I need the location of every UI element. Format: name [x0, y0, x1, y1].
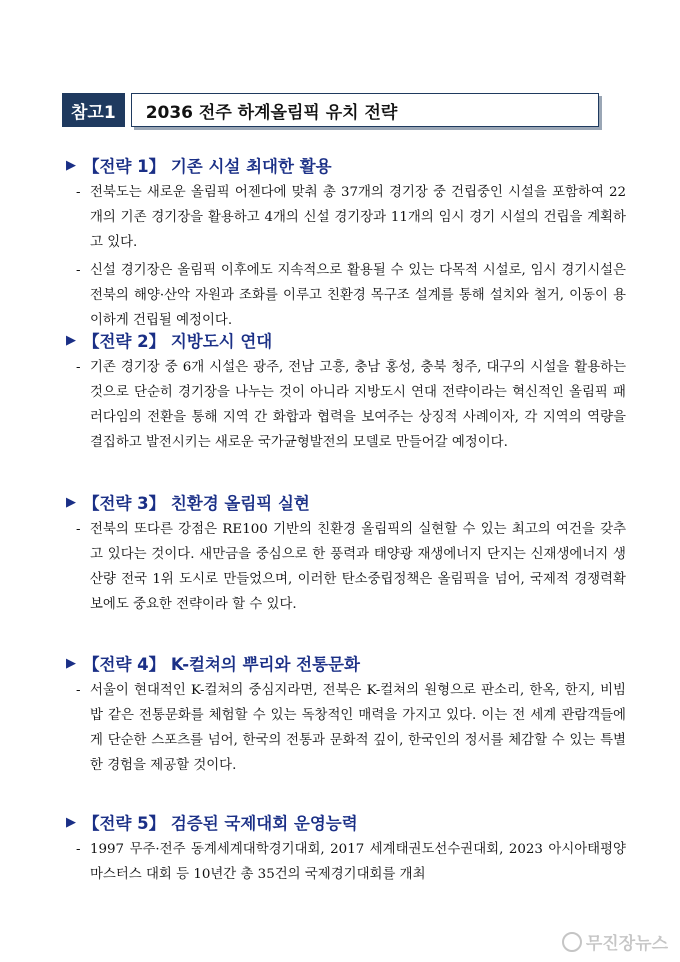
- strategy-4-section: [66, 651, 626, 778]
- bullet-text: 서울이 현대적인 K-컬쳐의 중심지라면, 전북은 K-컬쳐의 원형으로 판소리, 한옥, 한지, 비빔밥 같은 전통문화를 체험할 수 있는 독창적인 매력을 가지고 있다. 이는 전 세계 관람객들에게 단순한 스포츠를 넘어, 한국의 전통과 문화적 깊이, 한국인의 정서를 체감할 수 있는 특별한 경험을 제공할 것이다.: [90, 683, 626, 773]
- list-item: [66, 180, 626, 255]
- strategy-2-title: 【전략 2】 지방도시 연대: [83, 332, 273, 351]
- dash-marker: -: [76, 360, 81, 375]
- logo-icon: [562, 932, 582, 952]
- watermark-text: 무진장뉴스: [585, 934, 668, 954]
- bullet-text: 1997 무주·전주 동계세계대학경기대회, 2017 세계태권도선수권대회, 2023 아시아태평양 마스터스 대회 등 10년간 총 35건의 국제경기대회를 개최: [90, 842, 626, 882]
- bullet-text: 신설 경기장은 올림픽 이후에도 지속적으로 활용될 수 있는 다목적 시설로, 임시 경기시설은 전북의 해양·산악 자원과 조화를 이루고 친환경 목구조 설계를 통해 설치와 철거, 이동이 용이하게 건립될 예정이다.: [90, 263, 626, 328]
- list-item: [66, 355, 626, 455]
- dash-marker: -: [76, 185, 81, 200]
- list-item: [66, 678, 626, 778]
- dash-marker: -: [76, 842, 81, 857]
- strategy-1-heading: [66, 153, 626, 177]
- strategy-3-heading: [66, 490, 626, 514]
- strategy-3-section: [66, 490, 626, 617]
- strategy-4-heading: [66, 651, 626, 675]
- strategy-2-section: [66, 328, 626, 455]
- strategy-1-title: 【전략 1】 기존 시설 최대한 활용: [83, 157, 332, 176]
- bullet-text: 전북도는 새로운 올림픽 어젠다에 맞춰 총 37개의 경기장 중 건립중인 시설을 포함하여 22개의 기존 경기장을 활용하고 4개의 신설 경기장과 11개의 임시 경기 시설의 건립을 계획하고 있다.: [90, 185, 626, 250]
- triangle-right-icon: ▶: [66, 814, 76, 830]
- triangle-right-icon: ▶: [66, 655, 76, 671]
- dash-marker: -: [76, 683, 81, 698]
- strategy-2-heading: [66, 328, 626, 352]
- strategy-5-section: [66, 810, 626, 887]
- strategy-5-heading: [66, 810, 626, 834]
- triangle-right-icon: ▶: [66, 494, 76, 510]
- title-bar: [62, 93, 599, 127]
- list-item: [66, 517, 626, 617]
- page-title: 2036 전주 하계올림픽 유치 전략: [131, 93, 599, 127]
- bullet-text: 기존 경기장 중 6개 시설은 광주, 전남 고흥, 충남 홍성, 충북 청주, 대구의 시설을 활용하는 것으로 단순히 경기장을 나누는 것이 아니라 지방도시 연대 전략이라는 혁신적인 올림픽 패러다임의 전환을 통해 지역 간 화합과 협력을 보여주는 상징적 사례이자, 각 지역의 역량을 결집하고 발전시키는 새로운 국가균형발전의 모델로 만들어갈 예정이다.: [90, 360, 626, 450]
- watermark-logo: [562, 929, 668, 954]
- strategy-5-title: 【전략 5】 검증된 국제대회 운영능력: [83, 814, 358, 833]
- list-item: [66, 837, 626, 887]
- strategy-4-title: 【전략 4】 K-컬쳐의 뿌리와 전통문화: [83, 655, 360, 674]
- strategy-3-title: 【전략 3】 친환경 올림픽 실현: [83, 494, 310, 513]
- reference-tag: 참고1: [62, 93, 125, 127]
- strategy-1-section: [66, 153, 626, 333]
- triangle-right-icon: ▶: [66, 157, 76, 173]
- bullet-text: 전북의 또다른 강점은 RE100 기반의 친환경 올림픽의 실현할 수 있는 최고의 여건을 갖추고 있다는 것이다. 새만금을 중심으로 한 풍력과 태양광 재생에너지 단지는 신재생에너지 생산량 전국 1위 도시로 만들었으며, 이러한 탄소중립정책은 올림픽을 넘어, 국제적 경쟁력확보에도 중요한 전략이라 할 수 있다.: [90, 522, 626, 612]
- dash-marker: -: [76, 522, 81, 537]
- dash-marker: -: [76, 263, 81, 278]
- triangle-right-icon: ▶: [66, 332, 76, 348]
- list-item: [66, 258, 626, 333]
